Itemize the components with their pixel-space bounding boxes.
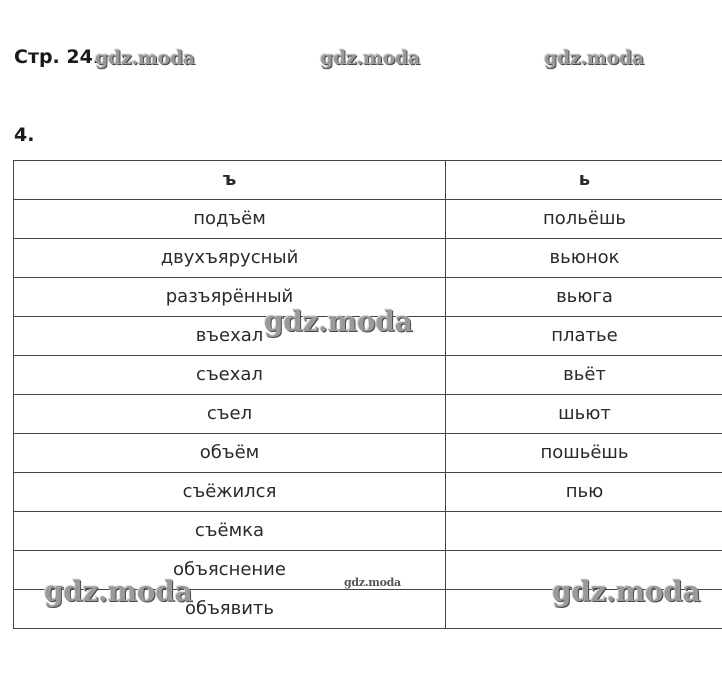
soft-sign-word: вьюга bbox=[446, 278, 722, 317]
table-row bbox=[14, 473, 722, 512]
watermark-header-3: gdz.moda bbox=[544, 47, 644, 69]
soft-sign-word: пошьёшь bbox=[446, 434, 722, 473]
hard-sign-word: разъярённый bbox=[14, 278, 446, 317]
column-header-soft-sign: ь bbox=[446, 161, 722, 200]
watermark-header-1: gdz.moda bbox=[95, 47, 195, 69]
watermark-bottom-right: gdz.moda bbox=[552, 575, 701, 608]
soft-sign-word bbox=[446, 512, 722, 551]
table-row bbox=[14, 239, 722, 278]
hard-sign-word: объём bbox=[14, 434, 446, 473]
soft-sign-word: польёшь bbox=[446, 200, 722, 239]
hard-sign-word: съёжился bbox=[14, 473, 446, 512]
table-header-row bbox=[14, 161, 722, 200]
soft-sign-word: вьёт bbox=[446, 356, 722, 395]
column-header-hard-sign: ъ bbox=[14, 161, 446, 200]
table-row bbox=[14, 356, 722, 395]
hard-sign-word: объяснение bbox=[14, 551, 446, 590]
soft-hard-sign-table bbox=[13, 160, 722, 629]
watermark-header-2: gdz.moda bbox=[320, 47, 420, 69]
hard-sign-word: съел bbox=[14, 395, 446, 434]
hard-sign-word: подъём bbox=[14, 200, 446, 239]
table-row bbox=[14, 434, 722, 473]
hard-sign-word: въехал bbox=[14, 317, 446, 356]
watermark-bottom-small: gdz.moda bbox=[344, 576, 401, 589]
soft-sign-word: вьюнок bbox=[446, 239, 722, 278]
soft-sign-word: пью bbox=[446, 473, 722, 512]
table-row bbox=[14, 200, 722, 239]
watermark-bottom-left: gdz.moda bbox=[44, 575, 193, 608]
soft-sign-word: платье bbox=[446, 317, 722, 356]
exercise-number: 4. bbox=[14, 124, 35, 146]
hard-sign-word: съёмка bbox=[14, 512, 446, 551]
table-row bbox=[14, 512, 722, 551]
page-label: Стр. 24. bbox=[14, 46, 101, 68]
watermark-center: gdz.moda bbox=[264, 305, 413, 338]
table-row bbox=[14, 395, 722, 434]
soft-sign-word: шьют bbox=[446, 395, 722, 434]
hard-sign-word: двухъярусный bbox=[14, 239, 446, 278]
hard-sign-word: съехал bbox=[14, 356, 446, 395]
hard-sign-word: объявить bbox=[14, 590, 446, 629]
